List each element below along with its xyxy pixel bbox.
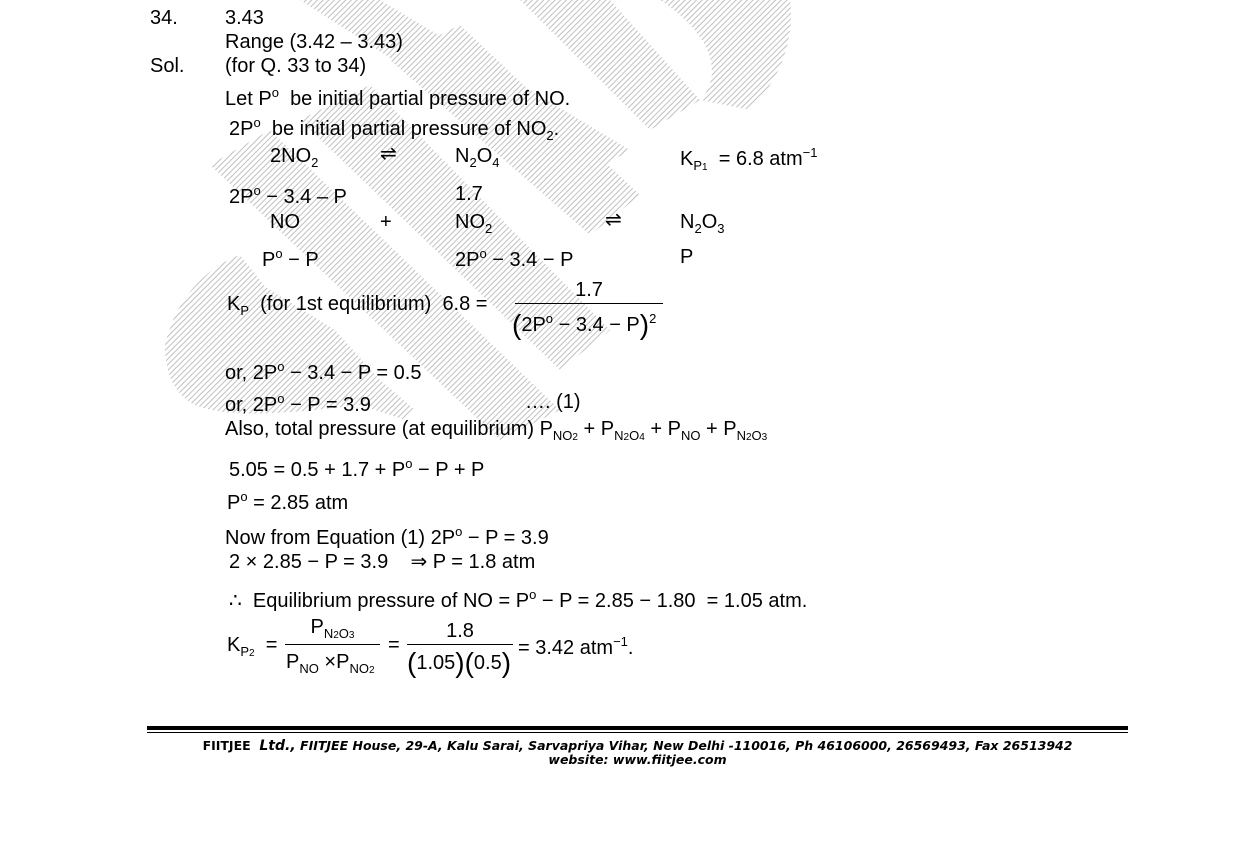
eq1-kp: $K_{P1} = 6.8$ atm$^{-1}$	[680, 145, 818, 173]
kp2-result: = 3.42 atm$^{-1}$.	[518, 634, 634, 659]
or-line-2: or, $2P^o - P = 3.9$	[225, 391, 371, 416]
kp2-numerator: $P_{N2O3}$	[310, 616, 355, 641]
eq1-product: $N_2O_4$	[455, 145, 500, 170]
eq2-reactant-a: NO	[270, 211, 300, 233]
p0-result: $P^o = 2.85$ atm	[227, 489, 349, 514]
eq1-partial-left: $2P^o - 3.4 - P$	[229, 183, 347, 208]
kp-first-numerator: 1.7	[575, 279, 603, 301]
answer-range: Range (3.42 – 3.43)	[225, 31, 403, 53]
footer-thick-rule	[147, 726, 1128, 730]
footer-thin-rule	[147, 732, 1128, 733]
pressure-sum-line: $5.05 = 0.5 + 1.7 + P^o - P + P$	[229, 456, 485, 481]
kp-first-denominator: $(2P^o - 3.4 - P)^2$	[512, 309, 657, 340]
footer-website: website: www.fiitjee.com	[548, 752, 727, 767]
eq2-arrow: ⇌	[605, 209, 622, 231]
now-from-equation: Now from Equation (1) $2P^o - P = 3.9$	[225, 524, 549, 549]
kp2-fraction-bar	[285, 644, 380, 645]
eq2-product: $N_2O_3$	[680, 211, 725, 236]
kp2-symbol: $K_{P2}$ =	[227, 634, 278, 659]
kp2-denominator-value: (1.05)(0.5)	[407, 647, 512, 678]
eq1-arrow: ⇌	[380, 143, 397, 165]
two-p-line: $2P^o$ be initial partial pressure of $NO_2$.	[229, 115, 560, 143]
equation-tag-1: …. (1)	[525, 391, 581, 413]
eq2-plus: +	[380, 211, 392, 233]
kp2-value-fraction-bar	[407, 644, 513, 645]
p-calc-line: 2 × 2.85 − P = 3.9 ⇒ P = 1.8 atm	[229, 551, 536, 573]
kp-first-fraction-bar	[515, 303, 663, 304]
eq1-partial-right: 1.7	[455, 183, 483, 205]
eq2-partial-a: $P^o - P$	[262, 246, 319, 271]
kp2-denominator: $P_{NO} \times P_{NO2}$	[286, 651, 375, 676]
kp2-numerator-value: 1.8	[446, 620, 474, 642]
answer-value: 3.43	[225, 7, 264, 29]
kp-first-equilibrium: $K_P$ (for 1st equilibrium) 6.8 =	[227, 293, 488, 318]
equilibrium-no-pressure: ∴ Equilibrium pressure of NO = $P^o - P = 2.85 - 1.80 = 1.05$ atm.	[229, 587, 808, 612]
eq2-reactant-b: $NO_2$	[455, 211, 493, 236]
solution-label: Sol.	[150, 55, 185, 77]
question-number: 34.	[150, 7, 178, 29]
eq2-partial-c: P	[680, 246, 694, 268]
let-line: Let $P^o$ be initial partial pressure of NO.	[225, 85, 571, 110]
footer-address: FIITJEE Ltd., FIITJEE House, 29-A, Kalu Sarai, Sarvapriya Vihar, New Delhi -110016, Ph 46106000, 26569493, Fax 26513942	[202, 738, 1073, 754]
solution-scope: (for Q. 33 to 34)	[225, 55, 367, 77]
or-line-1: or, $2P^o - 3.4 - P = 0.5$	[225, 359, 422, 384]
kp2-equals: =	[388, 634, 400, 656]
eq1-reactant: $2NO_2$	[270, 145, 319, 170]
eq2-partial-b: $2P^o - 3.4 - P$	[455, 246, 574, 271]
total-pressure-line: Also, total pressure (at equilibrium) $P_{NO2} + P_{N2O4} + P_{NO} + P_{N2O3}$	[225, 418, 768, 443]
